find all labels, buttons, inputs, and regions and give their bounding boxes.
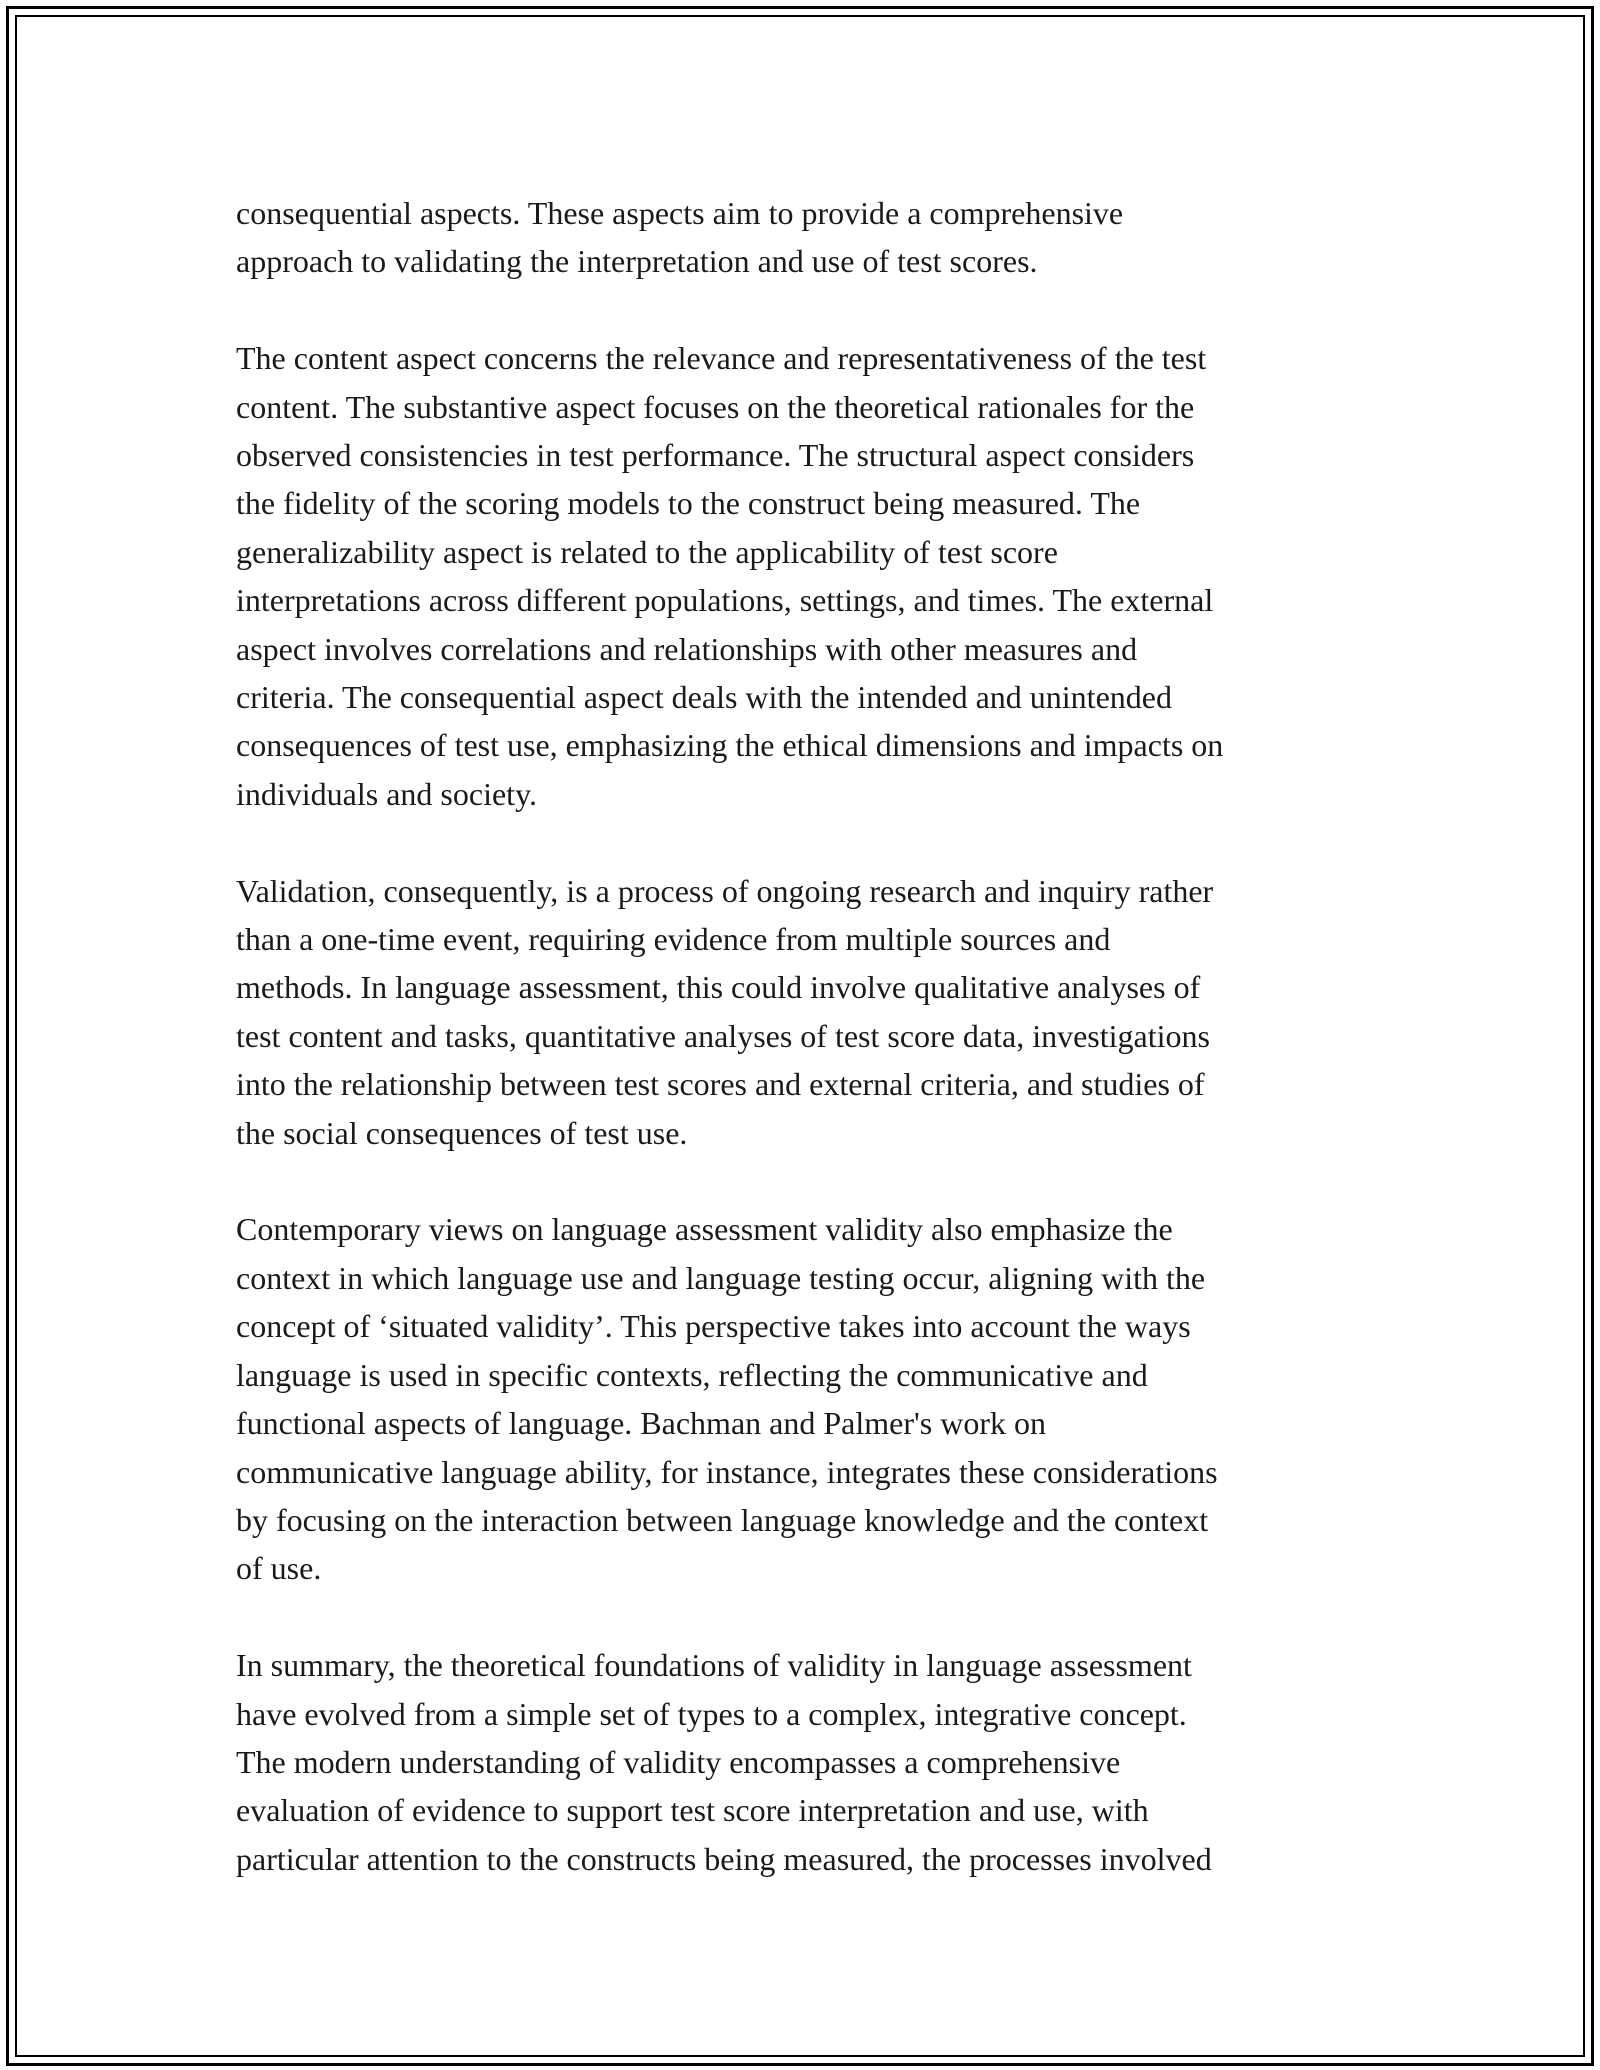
text-line: Validation, consequently, is a process of ongoing research and inquiry rather bbox=[236, 872, 1214, 909]
text-line: criteria. The consequential aspect deals with the intended and unintended bbox=[236, 679, 1172, 716]
text-line: consequential aspects. These aspects aim to provide a comprehensive bbox=[236, 195, 1124, 231]
text-line: individuals and society. bbox=[236, 775, 537, 812]
text-line: test content and tasks, quantitative analyses of test score data, investigations bbox=[236, 1017, 1210, 1054]
text-line: the social consequences of test use. bbox=[236, 1114, 688, 1151]
text-line: The content aspect concerns the relevance and representativeness of the test bbox=[236, 340, 1207, 377]
text-line: language is used in specific contexts, reflecting the communicative and bbox=[236, 1356, 1148, 1393]
text-line: interpretations across different populations, settings, and times. The external bbox=[236, 582, 1214, 619]
document-body bbox=[236, 189, 1376, 1932]
text-line: than a one-time event, requiring evidence from multiple sources and bbox=[236, 921, 1111, 958]
paragraph-1 bbox=[236, 189, 1376, 286]
text-line: observed consistencies in test performance. The structural aspect considers bbox=[236, 437, 1195, 474]
text-line: context in which language use and language testing occur, aligning with the bbox=[236, 1259, 1206, 1296]
paragraph-3 bbox=[236, 867, 1376, 1157]
text-line: consequences of test use, emphasizing the ethical dimensions and impacts on bbox=[236, 727, 1224, 764]
text-line: have evolved from a simple set of types to a complex, integrative concept. bbox=[236, 1695, 1187, 1732]
text-line: of use. bbox=[236, 1550, 322, 1587]
text-line: generalizability aspect is related to the applicability of test score bbox=[236, 533, 1058, 570]
text-line: aspect involves correlations and relationships with other measures and bbox=[236, 630, 1138, 667]
text-line: the fidelity of the scoring models to the construct being measured. The bbox=[236, 485, 1141, 522]
text-line: The modern understanding of validity encompasses a comprehensive bbox=[236, 1743, 1121, 1780]
text-line: into the relationship between test scores and external criteria, and studies of bbox=[236, 1066, 1205, 1103]
text-line: content. The substantive aspect focuses on the theoretical rationales for the bbox=[236, 388, 1195, 425]
text-line: In summary, the theoretical foundations of validity in language assessment bbox=[236, 1647, 1192, 1684]
text-line: by focusing on the interaction between language knowledge and the context bbox=[236, 1501, 1209, 1538]
text-line: concept of ‘situated validity’. This perspective takes into account the ways bbox=[236, 1308, 1191, 1345]
text-line: functional aspects of language. Bachman and Palmer's work on bbox=[236, 1405, 1046, 1442]
text-line: approach to validating the interpretation and use of test scores. bbox=[236, 243, 1038, 280]
text-line: communicative language ability, for instance, integrates these considerations bbox=[236, 1453, 1218, 1490]
paragraph-4 bbox=[236, 1205, 1376, 1592]
paragraph-2 bbox=[236, 334, 1376, 818]
text-line: evaluation of evidence to support test score interpretation and use, with bbox=[236, 1792, 1149, 1829]
text-line: Contemporary views on language assessment validity also emphasize the bbox=[236, 1211, 1173, 1248]
text-line: methods. In language assessment, this could involve qualitative analyses of bbox=[236, 969, 1201, 1006]
text-line: particular attention to the constructs being measured, the processes involved bbox=[236, 1840, 1212, 1877]
paragraph-5 bbox=[236, 1641, 1376, 1883]
